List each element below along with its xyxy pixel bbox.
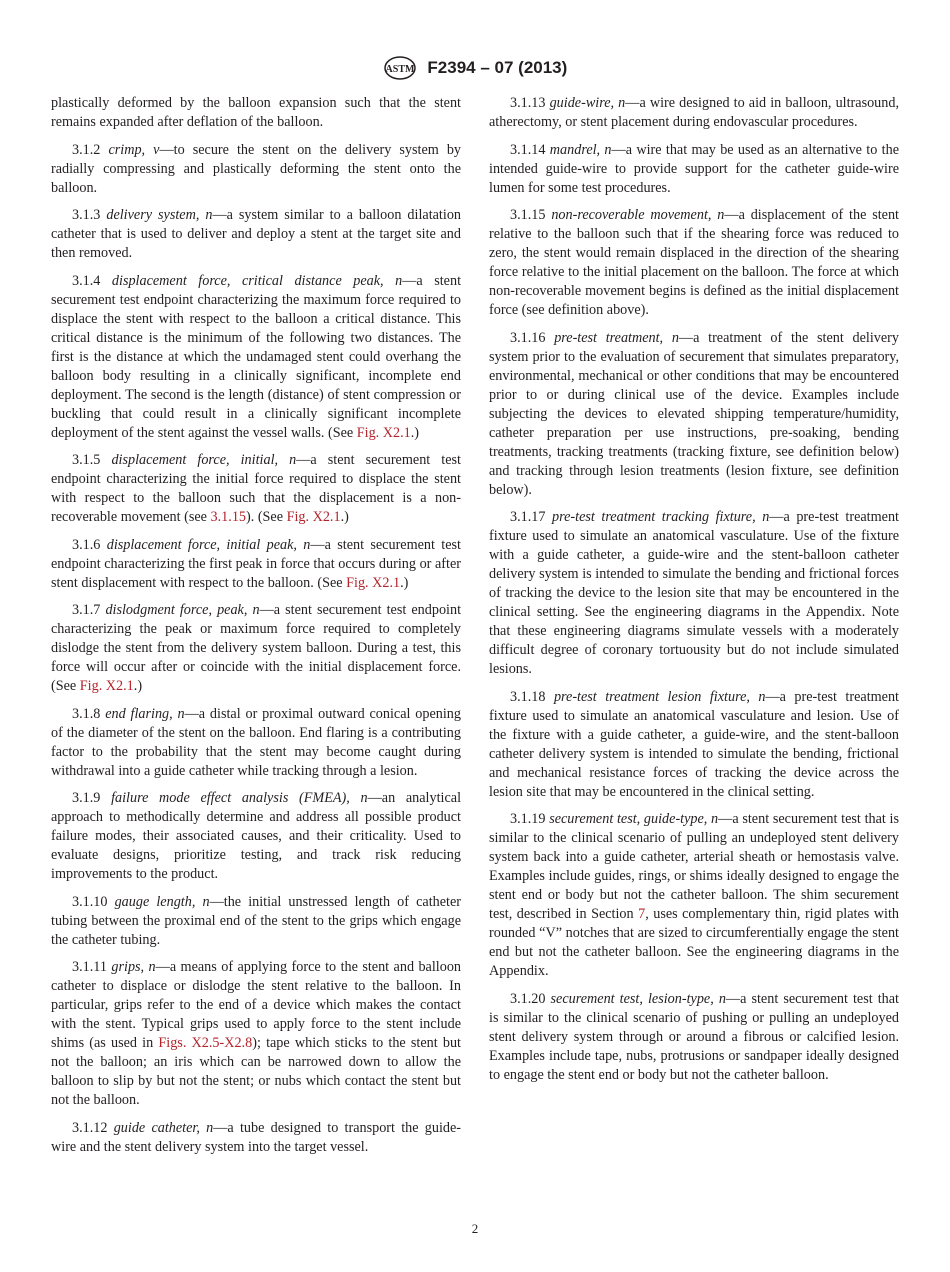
definition-number: 3.1.6 <box>72 536 101 553</box>
definition-term: securement test, lesion-type, n <box>550 990 726 1007</box>
definition-number: 3.1.20 <box>510 990 546 1007</box>
definition-body: —a means of applying force to the stent and balloon catheter to displace or dislodge the stent relative to the balloon. In particular, grips refer to the end of a device which makes the contact with the stent. Typical grips used to apply force to the stent include shims (as used in <box>51 959 462 1051</box>
definition-term: dislodgment force, peak, n <box>105 602 260 618</box>
left-column <box>51 94 461 1165</box>
definition-3-1-5 <box>51 451 461 527</box>
definition-term: pre-test treatment tracking fixture, n <box>552 509 770 525</box>
definition-number: 3.1.8 <box>72 705 101 722</box>
definition-term: mandrel, n <box>549 141 612 158</box>
definition-text: ). (See <box>246 509 287 525</box>
cross-reference-link[interactable]: 7 <box>638 906 646 922</box>
definition-number: 3.1.17 <box>510 509 546 525</box>
svg-text:ASTM: ASTM <box>385 64 415 75</box>
definition-term: grips, n <box>111 959 156 975</box>
definition-number: 3.1.9 <box>72 790 101 806</box>
definition-3-1-11 <box>51 958 461 1110</box>
definition-number: 3.1.13 <box>510 95 546 111</box>
definition-body: —the initial unstressed length of catheter tubing between the proximal end of the stent to the grips which engage the catheter tubing. <box>51 893 462 948</box>
cross-reference-link[interactable]: Fig. X2.1 <box>286 509 341 525</box>
right-column <box>489 94 899 1093</box>
definition-text: ); tape which sticks to the stent but not the balloon; an iris which can be narrowed down to allow the balloon to slip by but not the stent; or nubs which contact the stent but not the balloon. <box>51 1035 461 1108</box>
definition-number: 3.1.7 <box>72 602 101 618</box>
definition-term: end flaring, n <box>105 705 185 722</box>
definition-text: .) <box>340 509 349 525</box>
definition-3-1-19 <box>489 810 899 981</box>
definition-number: 3.1.5 <box>72 452 101 468</box>
definition-body: —a stent securement test that is similar to the clinical scenario of pushing or pulling an undeployed stent delivery system through or around a fibrous or calcified lesion. Examples include tape, nubs, protrusions or sandpaper ideally designed to engage the stent end or body but not the catheter balloon. <box>489 990 900 1083</box>
definition-term: delivery system, n <box>106 207 213 223</box>
definition-term: guide-wire, n <box>549 95 626 111</box>
definition-term: crimp, v <box>108 141 160 158</box>
definition-3-1-4 <box>51 272 461 443</box>
definition-body: —a wire designed to aid in balloon, ultrasound, atherectomy, or stent placement during endovascular procedures. <box>489 95 900 130</box>
definition-number: 3.1.18 <box>510 688 546 705</box>
definition-text: .) <box>410 424 420 441</box>
definition-body: —a stent securement test that is similar to the clinical scenario of pulling an undeployed stent delivery system back into a guide catheter, arterial sheath or hemostasis valve. Examples include guides, rings, or shims ideally designed to engage the stent end or body but not the catheter balloon. The shim securement test, described in Section <box>489 811 900 922</box>
definition-text: , uses complementary thin, rigid plates with rounded “V” notches that are sized to circumferentially engage the stent end but not the catheter balloon. See the engineering diagrams in the Appendix. <box>489 906 900 979</box>
continuation-paragraph: plastically deformed by the balloon expansion such that the stent remains expanded after deflation of the balloon. <box>51 95 461 130</box>
definition-term: displacement force, initial peak, n <box>106 536 311 553</box>
definition-number: 3.1.4 <box>72 272 101 289</box>
definition-3-1-12 <box>51 1119 461 1157</box>
definition-3-1-16 <box>489 329 899 500</box>
definition-body: —a displacement of the stent relative to the balloon such that if the shearing force was reduced to zero, the stent would remain displaced in the direction of the shearing force relative to the initial placement on the balloon. The force at which non-recoverable movement begins is defined as the initial displacement force (see definition above). <box>489 207 899 318</box>
cross-reference-link[interactable]: 3.1.15 <box>210 509 246 525</box>
page-number: 2 <box>471 1221 479 1236</box>
definition-term: pre-test treatment, n <box>554 329 679 346</box>
definition-body: —a pre-test treatment fixture used to simulate an anatomical vasculature. Use of the fixture with a guide catheter, a guide-wire and the stent-balloon catheter delivery system is intended to simulate the bending and frictional forces of tracking the device to the lesion site that may be encountered in the clinical setting. See the engineering diagrams in the Appendix. Note that these engineering diagrams simulate vessels with a moderately difficult degree of coronary tortuousity but do not include simulated lesions. <box>489 509 899 677</box>
definition-number: 3.1.10 <box>72 893 108 910</box>
definition-body: —a treatment of the stent delivery system prior to the evaluation of securement that simulates preparatory, environmental, mechanical or other conditions that may be encountered prior to or during clinical use of the device. Examples include subjecting the devices to elevated shipping temperature/humidity, catheter preparation per use instructions, pre-soaking, bending treatments, tracking treatments (tracking fixture, see definition below) and tracking through lesion treatments (lesion fixture, see definition below). <box>489 329 899 498</box>
page-header <box>0 56 950 80</box>
definition-text: .) <box>133 678 143 694</box>
definition-3-1-6 <box>51 536 461 593</box>
cross-reference-link[interactable]: Fig. X2.1 <box>356 424 411 441</box>
definition-number: 3.1.15 <box>510 207 546 223</box>
definition-body: —a stent securement test endpoint characterizing the peak or maximum force required to completely dislodge the stent from the delivery system balloon. During a test, this force will occur after or coincide with the initial displacement force. (See <box>51 602 462 694</box>
definition-term: non-recoverable movement, n <box>551 207 725 223</box>
definition-body: —a stent securement test endpoint characterizing the maximum force required to displace the stent with respect to the balloon a critical distance. This critical distance is the minimum of the following two distances. The first is the distance at which the undamaged stent could overhang the balloon body resulting in a clinically significant, incomplete end deployment. The second is the length (distance) of stent compression or buckling that could result in a clinically significant incomplete deployment of the stent against the vessel walls. (See <box>51 272 462 441</box>
definition-3-1-14 <box>489 141 899 198</box>
astm-logo-icon <box>383 56 417 80</box>
definition-body: —a system similar to a balloon dilatation catheter that is used to deliver and deploy a stent at the target site and then removed. <box>51 207 462 261</box>
definition-term: failure mode effect analysis (FMEA), n <box>111 790 368 806</box>
definition-3-1-8 <box>51 705 461 781</box>
definition-body: —a distal or proximal outward conical opening of the diameter of the stent on the balloon. End flaring is a contributing factor to the probability that the stent may become caught during withdrawal into a guide catheter while tracking through a lesion. <box>51 705 461 779</box>
definition-number: 3.1.11 <box>72 959 107 975</box>
definition-body: —a stent securement test endpoint characterizing the first peak in force that occurs during or after stent displacement with respect to the balloon. (See <box>51 536 461 591</box>
definition-3-1-15 <box>489 206 899 320</box>
document-designation: F2394 – 07 (2013) <box>427 58 568 77</box>
definition-term: displacement force, initial, n <box>111 452 297 468</box>
definition-number: 3.1.14 <box>510 141 546 158</box>
definition-body: —a pre-test treatment fixture used to simulate an anatomical vasculature and lesion. Use of the fixture with a guide catheter, a guide-wire, and the stent-balloon catheter delivery system is intended to simulate the bending, frictional and mechanical resistance forces of tracking the device across the lesion site that may be encountered in the clinical setting. <box>489 688 900 800</box>
definition-3-1-17 <box>489 508 899 679</box>
definition-number: 3.1.12 <box>72 1119 108 1136</box>
definition-term: pre-test treatment lesion fixture, n <box>553 688 766 705</box>
definition-body: —an analytical approach to methodically determine and address all possible product failure modes, their associated causes, and their criticality. Used to evaluate designs, prioritize testing, and track risk reducing improvements to the product. <box>51 790 462 882</box>
definition-term: securement test, guide-type, n <box>549 811 719 827</box>
definition-3-1-9 <box>51 789 461 884</box>
definition-number: 3.1.19 <box>510 811 546 827</box>
cross-reference-link[interactable]: Figs. X2.5-X2.8 <box>158 1035 253 1051</box>
cross-reference-link[interactable]: Fig. X2.1 <box>346 574 401 591</box>
definition-3-1-20 <box>489 990 899 1085</box>
cross-reference-link[interactable]: Fig. X2.1 <box>79 678 134 694</box>
definition-3-1-3 <box>51 206 461 263</box>
definition-3-1-13 <box>489 94 899 132</box>
definition-3-1-7 <box>51 601 461 696</box>
definition-body: —a stent securement test endpoint characterizing the initial force required to displace the stent with respect to the balloon such that the displacement is a non-recoverable movement (see <box>51 452 461 525</box>
definition-3-1-18 <box>489 688 899 802</box>
definition-term: gauge length, n <box>114 893 210 910</box>
definition-3-1-10 <box>51 893 461 950</box>
definition-term: displacement force, critical distance peak, n <box>111 272 403 289</box>
definition-3-1-2 <box>51 141 461 198</box>
definition-body: —a wire that may be used as an alternative to the intended guide-wire to provide support for the catheter guide-wire lumen for some test procedures. <box>489 141 899 196</box>
definition-term: guide catheter, n <box>113 1119 214 1136</box>
definition-body: —to secure the stent on the delivery system by radially compressing and plastically deforming the stent onto the balloon. <box>51 141 462 196</box>
definition-number: 3.1.2 <box>72 141 101 158</box>
definition-text: .) <box>400 574 409 591</box>
definition-number: 3.1.16 <box>510 329 546 346</box>
definition-body: —a tube designed to transport the guide-wire and the stent delivery system into the target vessel. <box>51 1119 461 1155</box>
definition-number: 3.1.3 <box>72 207 101 223</box>
